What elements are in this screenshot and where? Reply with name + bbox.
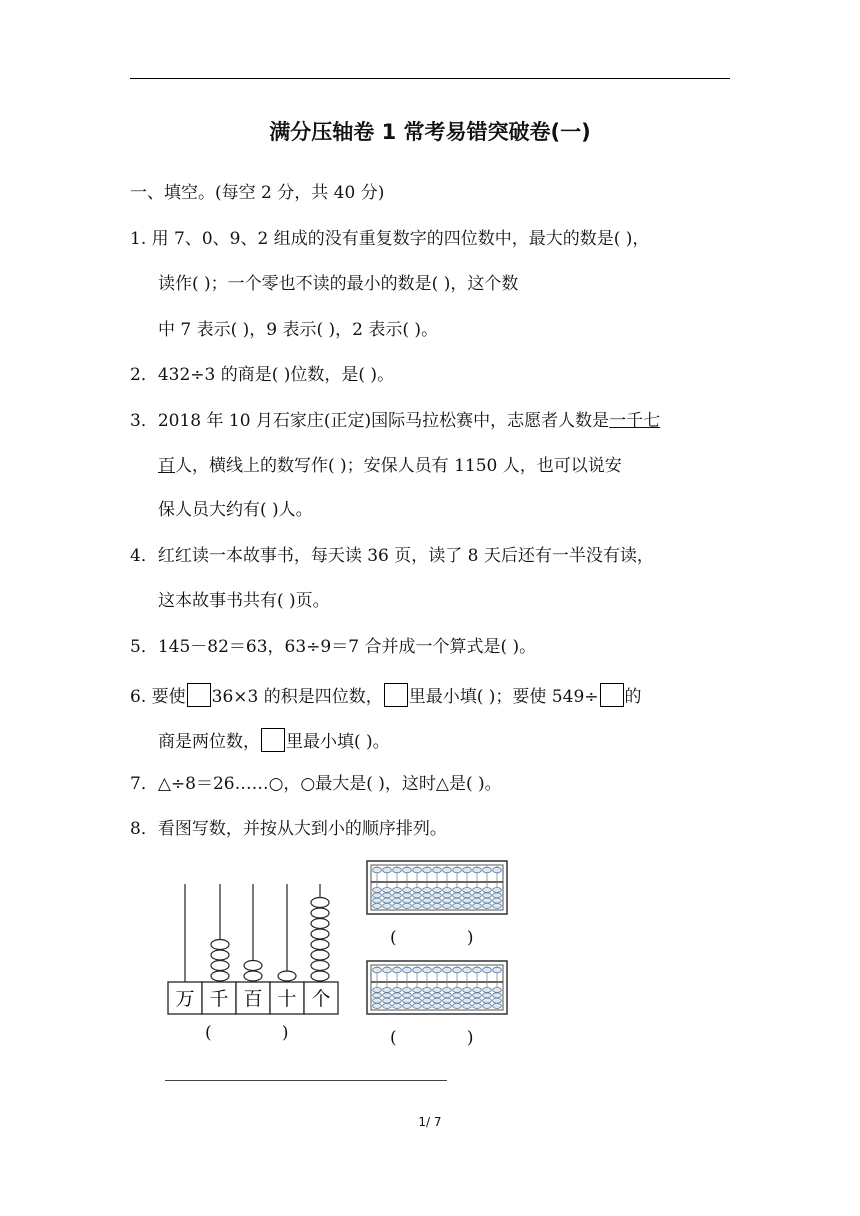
blank-box	[384, 683, 408, 707]
abacus-bead	[403, 903, 412, 908]
abacus-bead	[403, 998, 412, 1003]
bead	[278, 971, 296, 981]
abacus-bead	[493, 867, 502, 873]
q3-text-2: 人，横线上的数写作( )；安保人员有 1150 人，也可以说安	[175, 456, 622, 476]
abacus-bead	[383, 903, 392, 908]
abacus-bead	[443, 1003, 452, 1008]
abacus-bead	[373, 1003, 382, 1008]
bead	[311, 919, 329, 929]
top-rule	[130, 78, 730, 79]
abacus-bead	[383, 998, 392, 1003]
abacus-bead	[443, 903, 452, 908]
abacus-bead	[423, 898, 432, 903]
label-qian: 千	[209, 988, 229, 1010]
q6-line1	[130, 683, 642, 708]
q1-line1: 1. 用 7、0、9、2 组成的没有重复数字的四位数中，最大的数是( )，	[130, 229, 650, 249]
label-bai: 百	[243, 988, 263, 1010]
abacus-bead	[383, 893, 392, 898]
bead	[244, 961, 262, 971]
abacus-bead	[383, 898, 392, 903]
abacus-bead	[443, 867, 452, 873]
abacus-bead	[383, 993, 392, 998]
abacus-bead	[423, 1003, 432, 1008]
abacus-bead	[483, 867, 492, 873]
abacus-bead	[463, 967, 472, 973]
abacus-bead	[483, 888, 492, 893]
abacus-bead	[413, 998, 422, 1003]
blank-box	[187, 683, 211, 707]
abacus-bead	[473, 893, 482, 898]
bead	[311, 929, 329, 939]
abacus-bead	[373, 898, 382, 903]
blank-box	[600, 683, 624, 707]
abacus-bead	[473, 1003, 482, 1008]
abacus-bead	[483, 898, 492, 903]
abacus-bead	[413, 867, 422, 873]
q3-line2	[158, 455, 622, 477]
q6-text-a: 6. 要使	[130, 687, 186, 707]
abacus-bead	[493, 1003, 502, 1008]
abacus-bead	[473, 867, 482, 873]
abacus-bead	[443, 967, 452, 973]
abacus-bead	[433, 1003, 442, 1008]
bead	[211, 940, 229, 950]
abacus-bead	[373, 867, 382, 873]
abacus-bead	[473, 993, 482, 998]
abacus-bead	[453, 898, 462, 903]
q1-line3: 中 7 表示( )，9 表示( )，2 表示( )。	[158, 320, 439, 340]
abacus-bead	[393, 903, 402, 908]
abacus-bead	[423, 988, 432, 993]
abacus-bead	[383, 967, 392, 973]
abacus-bead	[403, 888, 412, 893]
abacus-bead	[433, 993, 442, 998]
abacus-bead	[443, 998, 452, 1003]
abacus-bead	[423, 967, 432, 973]
abacus-bead	[403, 898, 412, 903]
bead	[311, 961, 329, 971]
bead	[211, 971, 229, 981]
q4-line1: 4．红红读一本故事书，每天读 36 页，读了 8 天后还有一半没有读，	[130, 546, 654, 566]
abacus-bead	[453, 993, 462, 998]
abacus-bead	[493, 898, 502, 903]
section-heading: 一、填空。(每空 2 分，共 40 分)	[130, 183, 385, 203]
q3-text: 3．2018 年 10 月石家庄(正定)国际马拉松赛中，志愿者人数是	[130, 411, 610, 431]
abacus-bead	[383, 1003, 392, 1008]
label-shi: 十	[277, 988, 297, 1010]
q6-text-b: 36×3 的积是四位数，	[211, 687, 383, 707]
page-title: 满分压轴卷 1 常考易错突破卷(一)	[269, 120, 591, 144]
abacus-bead	[423, 998, 432, 1003]
abacus-bead	[393, 898, 402, 903]
abacus-bead	[393, 993, 402, 998]
abacus-bead	[493, 988, 502, 993]
abacus-bead	[383, 988, 392, 993]
abacus-bead	[493, 903, 502, 908]
bead	[311, 908, 329, 918]
abacus-bead	[393, 893, 402, 898]
counting-frame-figure	[160, 872, 350, 1017]
abacus-bead	[443, 993, 452, 998]
abacus-bead	[463, 888, 472, 893]
q8-line1: 8．看图写数，并按从大到小的顺序排列。	[130, 819, 447, 839]
abacus-bead	[433, 888, 442, 893]
abacus-bead	[453, 893, 462, 898]
abacus-bead	[413, 988, 422, 993]
abacus-bead	[473, 967, 482, 973]
abacus-bead	[463, 903, 472, 908]
abacus-bead	[423, 888, 432, 893]
abacus-bead	[413, 967, 422, 973]
q4-line2: 这本故事书共有( )页。	[158, 591, 330, 611]
abacus-bead	[413, 1003, 422, 1008]
abacus-bead	[483, 1003, 492, 1008]
q3-underlined: 一千七	[609, 411, 661, 431]
abacus-bead	[373, 893, 382, 898]
abacus-bead	[443, 893, 452, 898]
abacus-bead	[433, 867, 442, 873]
abacus-bead	[433, 988, 442, 993]
answer-paren-3: ( )	[390, 1028, 474, 1048]
q7-line1: 7．△÷8＝26……○，○最大是( )，这时△是( )。	[130, 774, 502, 794]
abacus-bead	[473, 998, 482, 1003]
abacus-bead	[373, 888, 382, 893]
abacus-bead	[443, 898, 452, 903]
answer-line	[165, 1080, 447, 1081]
abacus-bead	[443, 988, 452, 993]
q3-line1	[130, 410, 660, 432]
q6-text-f: 里最小填( )。	[286, 732, 390, 752]
abacus-bead	[393, 967, 402, 973]
abacus-bead	[463, 998, 472, 1003]
abacus-bead	[413, 898, 422, 903]
abacus-bead	[403, 988, 412, 993]
abacus-bead	[373, 903, 382, 908]
abacus-bead	[383, 867, 392, 873]
bead	[311, 950, 329, 960]
bead	[211, 961, 229, 971]
abacus-bead	[453, 888, 462, 893]
abacus-bead	[393, 1003, 402, 1008]
bead	[311, 940, 329, 950]
abacus-bead	[493, 893, 502, 898]
abacus-bead	[493, 967, 502, 973]
abacus-bead	[453, 998, 462, 1003]
abacus-bead	[433, 893, 442, 898]
abacus-bead	[423, 903, 432, 908]
abacus-bead	[433, 967, 442, 973]
abacus-bead	[433, 903, 442, 908]
abacus-bead	[483, 993, 492, 998]
abacus-bead	[443, 888, 452, 893]
blank-box	[261, 728, 285, 752]
abacus-bead	[483, 893, 492, 898]
abacus-bead	[423, 993, 432, 998]
abacus-bead	[423, 867, 432, 873]
abacus-bead	[483, 998, 492, 1003]
abacus-bead	[373, 967, 382, 973]
abacus-bead	[383, 888, 392, 893]
abacus-bead	[403, 967, 412, 973]
abacus-bead	[473, 888, 482, 893]
abacus-bead	[433, 998, 442, 1003]
abacus-bead	[413, 888, 422, 893]
abacus-bead	[433, 898, 442, 903]
q6-text-d: 的	[624, 687, 642, 707]
abacus-bead	[393, 867, 402, 873]
q1-line2: 读作( )；一个零也不读的最小的数是( )，这个数	[158, 274, 519, 294]
bead-abacus-top	[366, 860, 508, 915]
q6-line2	[158, 728, 390, 753]
abacus-bead	[493, 993, 502, 998]
abacus-bead	[373, 988, 382, 993]
abacus-bead	[403, 893, 412, 898]
abacus-bead	[413, 993, 422, 998]
abacus-bead	[493, 998, 502, 1003]
abacus-bead	[413, 893, 422, 898]
bead	[244, 971, 262, 981]
abacus-bead	[463, 898, 472, 903]
abacus-bead	[453, 867, 462, 873]
q5-line1: 5．145－82＝63，63÷9＝7 合并成一个算式是( )。	[130, 637, 537, 657]
q3-line3: 保人员大约有( )人。	[158, 500, 313, 520]
abacus-bead	[453, 903, 462, 908]
abacus-bead	[483, 967, 492, 973]
abacus-bead	[463, 993, 472, 998]
answer-paren-1: ( )	[205, 1023, 289, 1043]
abacus-bead	[493, 888, 502, 893]
answer-paren-2: ( )	[390, 928, 474, 948]
abacus-bead	[393, 998, 402, 1003]
abacus-bead	[453, 1003, 462, 1008]
q6-text-e: 商是两位数，	[158, 732, 260, 752]
bead	[311, 971, 329, 981]
q2-line1: 2．432÷3 的商是( )位数，是( )。	[130, 365, 395, 385]
label-ge: 个	[311, 988, 331, 1010]
abacus-bead	[403, 1003, 412, 1008]
abacus-bead	[403, 993, 412, 998]
abacus-bead	[473, 903, 482, 908]
abacus-bead	[453, 967, 462, 973]
abacus-bead	[473, 898, 482, 903]
abacus-bead	[373, 998, 382, 1003]
abacus-bead	[373, 993, 382, 998]
bead	[211, 950, 229, 960]
label-wan: 万	[175, 988, 195, 1010]
abacus-bead	[463, 867, 472, 873]
abacus-bead	[413, 903, 422, 908]
abacus-bead	[453, 988, 462, 993]
bead	[311, 898, 329, 908]
abacus-bead	[483, 988, 492, 993]
bead-abacus-bottom	[366, 960, 508, 1015]
abacus-bead	[463, 988, 472, 993]
abacus-bead	[463, 893, 472, 898]
abacus-bead	[393, 888, 402, 893]
q3-underlined-2: 百	[158, 456, 175, 476]
q6-text-c: 里最小填( )；要使 549÷	[408, 687, 599, 707]
abacus-bead	[423, 893, 432, 898]
abacus-bead	[463, 1003, 472, 1008]
abacus-bead	[403, 867, 412, 873]
abacus-bead	[473, 988, 482, 993]
abacus-bead	[483, 903, 492, 908]
abacus-bead	[393, 988, 402, 993]
page-number: 1/ 7	[418, 1115, 442, 1129]
